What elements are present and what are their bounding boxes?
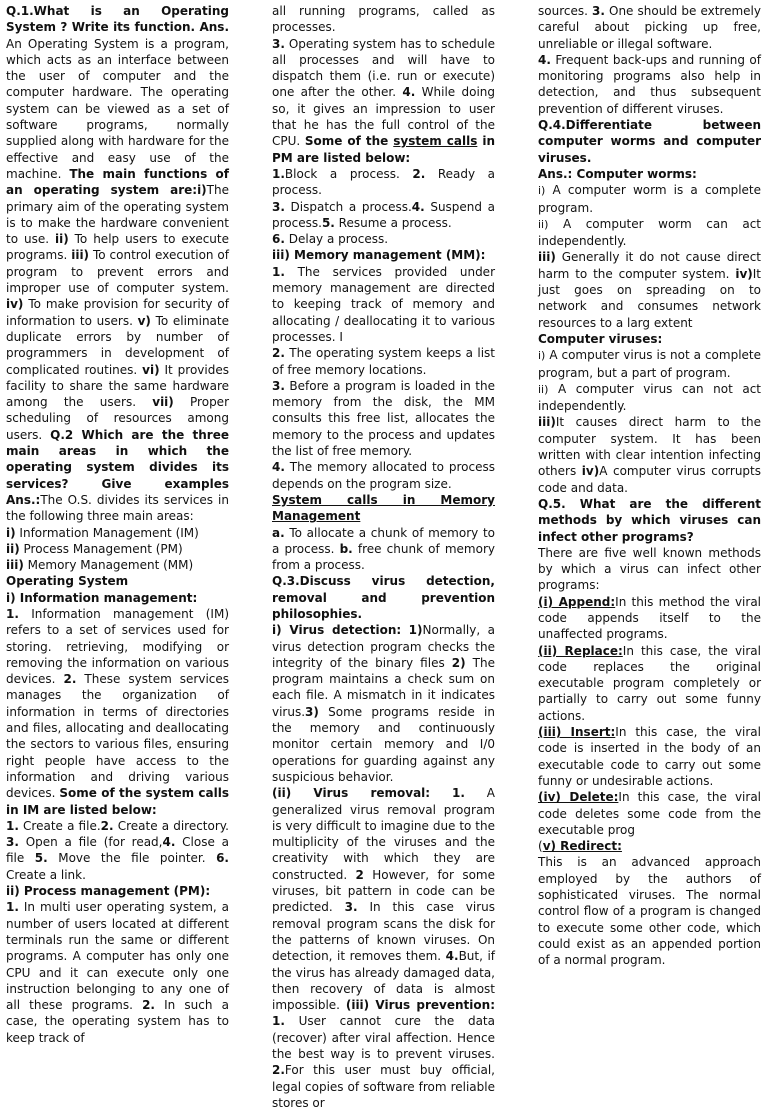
bold-text: iii)	[6, 558, 24, 573]
body-text: In this case, the viral code is inserted in the body of an executable code to carry out some funny or undesirable actions.	[538, 725, 761, 788]
body-text: Create a file.	[18, 818, 101, 833]
body-text: To help users to execute programs.	[6, 232, 230, 263]
body-text: A computer worm is a complete program.	[538, 183, 761, 215]
body-text: In this method the viral code appends itself to the unaffected programs.	[538, 594, 762, 642]
list-marker: i)	[538, 349, 546, 363]
body-text: The services provided under memory management are directed to keeping track of memory and allocating / deallocating it to various processes. I	[272, 264, 495, 344]
col1-paragraph	[6, 3, 229, 1046]
bold-text: Q.4.Differentiate between computer worms and computer viruses.	[538, 118, 761, 165]
bold-text: 2.	[272, 1063, 285, 1078]
bold-text: 3.	[6, 835, 19, 850]
underlined-heading: (iv) Delete:	[538, 790, 619, 805]
bold-text: 1.	[451, 786, 465, 801]
body-text: There are five well known methods by which a virus can infect other programs:	[538, 545, 761, 593]
bold-text: 4.	[162, 835, 176, 850]
body-text: Process Management (PM)	[19, 541, 183, 556]
bold-text: 5.	[321, 215, 335, 230]
bold-text: 3.	[592, 4, 605, 18]
bold-text: i)	[6, 525, 16, 540]
underlined-heading: (ii) Replace:	[538, 643, 623, 658]
body-text: It causes direct harm to the computer system. It has been written with clear intention infecting others	[538, 415, 761, 479]
bold-text: Operating System	[6, 574, 129, 589]
bold-text: 6.	[216, 851, 229, 866]
body-text: To eliminate duplicate errors by number of programmers in development of complicated routines.	[6, 313, 229, 377]
bold-text: vi)	[142, 362, 160, 377]
bold-text: 2.	[272, 346, 285, 361]
bold-text: 1.	[6, 818, 19, 833]
body-text: Suspend a process.	[272, 199, 495, 230]
bold-text: 2.	[100, 818, 114, 833]
bold-text: 3)	[305, 704, 319, 719]
bold-text: in PM are listed below:	[272, 134, 495, 165]
body-text: Resume a process.	[334, 215, 452, 230]
list-marker: ii)	[538, 382, 549, 396]
bold-text: 2.	[142, 998, 155, 1013]
bold-text: iv)	[581, 464, 600, 479]
bold-text: Q.3.Discuss virus detection, removal and prevention philosophies.	[272, 574, 495, 621]
bold-text: 1.	[6, 900, 19, 915]
bold-text: 4.	[272, 460, 285, 475]
body-text: Proper scheduling of resources among users.	[6, 395, 229, 442]
body-text	[430, 786, 452, 800]
body-text: (	[538, 839, 543, 854]
bold-text: 1)	[408, 623, 423, 638]
text-column-2	[272, 3, 495, 1110]
bold-text: Q.5. What are the different methods by which viruses can infect other programs?	[538, 496, 761, 544]
body-text: One should be extremely careful about picking up free, unreliable or illegal software.	[538, 4, 761, 51]
bold-text: iv)	[6, 297, 24, 312]
bold-text: 5.	[34, 851, 48, 866]
body-text	[401, 623, 408, 637]
bold-text: 4.	[538, 52, 551, 67]
body-text: User cannot cure the data (recover) after viral affection. Hence the best way is to prevent viruses.	[272, 1014, 495, 1061]
text-column-1	[6, 3, 230, 1045]
body-text: Normally, a virus detection program checks the integrity of the binary files	[272, 623, 495, 670]
body-text: In this case virus removal program scans the disk for the patterns of known viruses. On detection, it removes them.	[272, 900, 495, 964]
underlined-heading: v) Redirect:	[542, 839, 622, 854]
body-text: To control execution of program to prevent errors and improper use of computer system.	[6, 248, 230, 296]
list-marker: ii)	[538, 217, 549, 231]
bold-text: vii)	[152, 395, 174, 410]
bold-text: 4.	[402, 85, 416, 100]
body-text: Create a link.	[6, 867, 86, 882]
body-text: A computer virus can not act independently.	[538, 381, 761, 414]
body-text: Before a program is loaded in the memory from the disk, the MM consults this free list, allocates the memory to the process and updates the list of free memory.	[272, 378, 495, 459]
body-text: It provides facility to share the same hardware among the users.	[6, 362, 229, 410]
bold-text: iv)	[735, 266, 753, 281]
body-text: all running programs, called as processes.	[272, 4, 495, 35]
body-text: A computer virus corrupts code and data.	[538, 464, 761, 495]
body-text: Ready a process.	[272, 166, 495, 198]
col3-paragraph	[538, 3, 761, 969]
bold-text: Some of the system calls in IM are listed below:	[6, 786, 229, 817]
body-text: Memory Management (MM)	[23, 558, 194, 573]
bold-text: iii)	[71, 248, 90, 263]
body-text: A computer worm can act independently.	[538, 216, 761, 249]
body-text: The operating system keeps a list of free memory locations.	[272, 346, 495, 377]
bold-text: 1.	[6, 606, 19, 621]
bold-text: Some of the	[304, 134, 394, 149]
body-text: free chunk of memory from a process.	[272, 541, 495, 573]
bold-text: 4.	[445, 949, 459, 964]
bold-text: (iii) Virus prevention: 1.	[272, 998, 495, 1029]
bold-text: Ans.: Computer worms:	[538, 166, 697, 181]
body-text: In this case, the viral code replaces the original executable program completely or partially to carry out some funny actions.	[538, 643, 761, 723]
body-text: It just goes on spreading on to network and consumes network resources to a larg extent	[538, 266, 761, 330]
col2-paragraph	[272, 3, 495, 1111]
body-text: While doing so, it gives an impression to user that he has the full control of the CPU.	[272, 85, 495, 149]
body-text: The O.S. divides its services in the following three main areas:	[6, 492, 229, 524]
body-text: A generalized virus removal program is very difficult to imagine due to the multiplicity of the viruses and the creativity with which they are constructed.	[272, 786, 495, 882]
body-text: The memory allocated to process depends on the program size.	[272, 460, 495, 491]
bold-text: 2.	[412, 166, 426, 181]
list-marker: i)	[538, 184, 546, 198]
body-text: Some programs reside in the memory and continuously monitor certain memory and I/0 operations for guarding against any suspicious behavior.	[272, 704, 495, 784]
bold-text: 1.	[272, 166, 285, 181]
bold-text: (ii) Virus removal:	[272, 786, 431, 801]
body-text: The program maintains a check sum on each file. A mismatch in it indicates virus.	[272, 655, 495, 719]
bold-text: The main functions of an operating system are:i)	[6, 166, 230, 198]
body-text: A computer virus is not a complete program, but a part of program.	[538, 348, 761, 380]
bold-text: 3.	[272, 199, 285, 214]
body-text: In this case, the viral code deletes some code from the executable prog	[538, 790, 762, 837]
bold-text: 3.	[272, 378, 285, 393]
bold-text: Computer viruses:	[538, 331, 663, 346]
body-text: Create a directory.	[113, 818, 229, 833]
bold-text: ii)	[6, 541, 20, 556]
text-column-3	[538, 3, 761, 1021]
body-text: The primary aim of the operating system is to make the hardware convenient to use.	[6, 183, 229, 247]
underlined-heading: (iii) Insert:	[538, 725, 616, 740]
bold-text: Q.1.What is an Operating System ? Write its function. Ans.	[6, 4, 229, 35]
body-text: An Operating System is a program, which acts as an interface between the user of computer and the computer hardware. The operating system can be viewed as a set of software programs, normally supplied along with hardware for the effective and easy use of the machine.	[6, 36, 229, 181]
body-text: Generally it do not cause direct harm to the computer system.	[538, 250, 761, 281]
bold-text: 1.	[272, 264, 285, 279]
bold-text: ii)	[54, 232, 69, 247]
body-text: Move the file pointer.	[47, 851, 217, 866]
body-text: In multi user operating system, a number of users located at different terminals run the same or different programs. A computer has only one CPU and it can execute only one instruction belonging to any one of all these programs.	[6, 900, 229, 1013]
bold-text: i) Information management:	[6, 590, 198, 605]
bold-text: iii)	[538, 415, 556, 430]
bold-text: a.	[272, 525, 285, 540]
bold-text: Q.2 Which are the three main areas in which the operating system divides its services? Give examples Ans.:	[6, 427, 230, 507]
bold-text: 2	[355, 867, 364, 882]
bold-text: iii)	[538, 250, 556, 265]
body-text: Close a file	[6, 835, 229, 866]
body-text: However, for some viruses, bit pattern in code can be predicted.	[272, 867, 495, 915]
body-text: Dispatch a process.	[284, 199, 412, 214]
underlined-heading: System calls in Memory Management	[272, 492, 495, 524]
bold-text: 2)	[451, 655, 466, 670]
body-text: This is an advanced approach employed by the authors of sophisticated viruses. The normal control flow of a program is changed to execute some other code, which could exist as an appended portion of a normal program.	[538, 855, 761, 968]
body-text: Frequent back-ups and running of monitoring programs also help in detection, and thus subsequent prevention of different viruses.	[538, 52, 761, 116]
body-text: But, if the virus has already damaged data, then recovery of data is almost impossible.	[272, 949, 495, 1013]
bold-text: 3.	[344, 900, 358, 915]
body-text: In such a case, the operating system has to keep track of	[6, 998, 229, 1045]
body-text: To make provision for security of information to users.	[6, 297, 229, 328]
body-text: sources.	[538, 4, 592, 18]
bold-text: 2.	[63, 672, 77, 687]
body-text: Open a file (for read,	[18, 835, 163, 850]
body-text: Operating system has to schedule all processes and will have to dispatch them (i.e. run or execute) one after the other.	[272, 36, 495, 100]
underlined-heading: (i) Append:	[538, 594, 616, 609]
bold-text: 6.	[272, 232, 285, 247]
body-text: To allocate a chunk of memory to a process.	[272, 525, 495, 556]
body-text: For this user must buy official, legal copies of software from reliable stores or	[272, 1063, 495, 1110]
body-text: Information Management (IM)	[15, 525, 199, 540]
bold-text: b.	[339, 541, 353, 556]
body-text: Information management (IM) refers to a set of services used for storing. retrieving, modifying or removing the information on various devices.	[6, 606, 229, 687]
body-text: Block a process.	[284, 166, 413, 181]
body-text: These system services manages the organization of information in terms of directories and files, allocating and deallocating the sectors to various files, ensuring right people have access to the information and driving various devices.	[6, 672, 230, 801]
bold-text: 3.	[272, 36, 285, 51]
bold-text: i) Virus detection:	[272, 623, 402, 638]
bold-text: 4.	[411, 199, 425, 214]
body-text: Delay a process.	[284, 232, 389, 247]
bold-text: ii) Process management (PM):	[6, 884, 211, 899]
bold-text: iii) Memory management (MM):	[272, 248, 486, 263]
bold-text: v)	[137, 313, 151, 328]
underlined-heading: system calls	[393, 134, 478, 149]
